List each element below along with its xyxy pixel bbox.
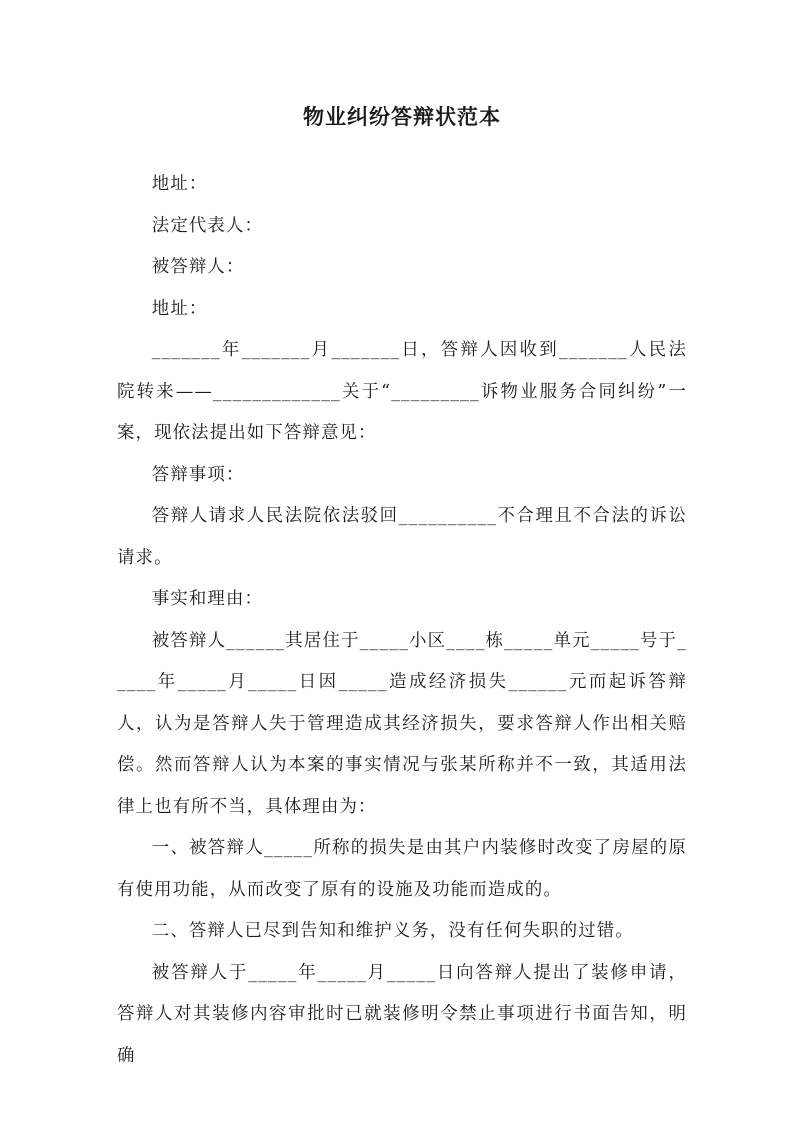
paragraph-facts-heading: 事实和理由： [151,589,264,609]
paragraph-reason-1: 一、被答辩人_____所称的损失是由其户内装修时改变了房屋的原有使用功能，从而改变了原有的设施及功能而造成的。 [117,838,687,900]
paragraph-reason-2: 二、答辩人已尽到告知和维护义务，没有任何失职的过错。 [151,921,634,941]
paragraph-facts: 被答辩人______其居住于_____小区____栋_____单元_____号于_____年_____月_____日因_____造成经济损失______元而起诉答辩人，认为是答辩人失于管理造成其经济损失，要求答辩人作出相关赔偿。然而答辩人认为本案的事实情况与张某所称并不一致，其适用法律上也有所不当，具体理由为： [117,630,687,817]
paragraph-defense-items-heading: 答辩事项： [151,464,245,485]
paragraph-defense-request: 答辩人请求人民法院依法驳回__________不合理且不合法的诉讼请求。 [117,506,687,568]
paragraph-renovation: 被答辩人于_____年_____月_____日向答辩人提出了装修申请，答辩人对其装修内容审批时已就装修明令禁止事项进行书面告知，明确 [117,962,687,1066]
paragraph-respondent: 被答辩人： [151,257,245,277]
document-body [117,164,687,1077]
paragraph-legal-representative: 法定代表人： [151,215,264,236]
paragraph-intro: _______年_______月_______日，答辩人因收到_______人民法院转来——_____________关于“_________诉物业服务合同纠纷”一案，现依法提出如下答辩意见： [117,340,687,443]
document-title: 物业纠纷答辩状范本 [303,104,501,129]
paragraph-address-2: 地址： [151,298,208,319]
paragraph-address-1: 地址： [151,174,208,194]
